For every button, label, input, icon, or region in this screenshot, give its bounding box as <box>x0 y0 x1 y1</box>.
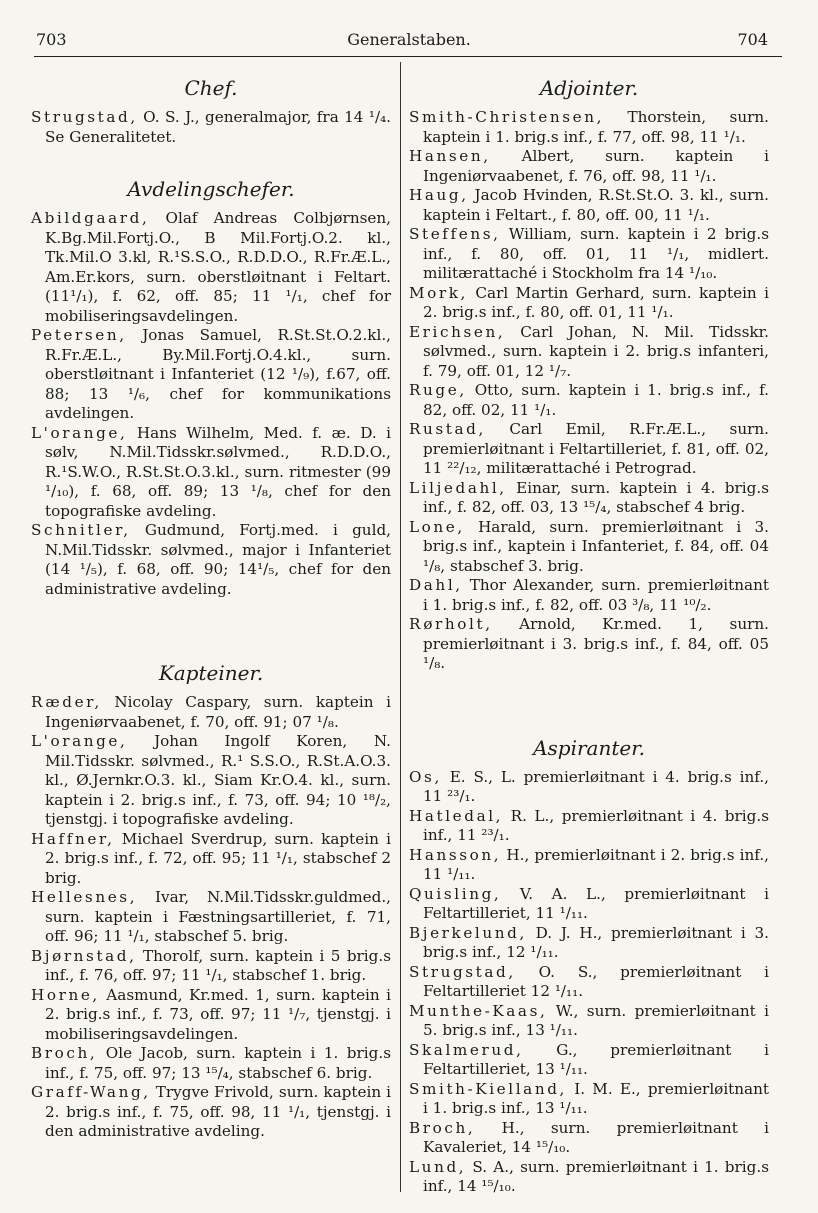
column-divider <box>400 62 401 1192</box>
entry-surname: Liljedahl, <box>409 478 507 497</box>
section-heading: Chef. <box>184 76 238 100</box>
entry-details: R. L., premierløitnant i 4. brig.s inf., 11 ²³/₁. <box>423 806 769 844</box>
roster-entry <box>409 186 769 225</box>
entry-details: Johan Ingolf Koren, N. Mil.Tidsskr. sølvmed., R.¹ S.S.O., R.St.A.O.3. kl., Ø.Jernkr.O.3. kl., Siam Kr.O.4. kl., surn. kaptein i 2. brig.s inf., f. 73, off. 94; 10 ¹⁸/₂, tjenstgj. i topografiske avdeling. <box>45 732 391 828</box>
running-title: Generalstaben. <box>347 30 471 49</box>
entry-surname: Strugstad, <box>409 962 516 981</box>
entry-surname: L'orange, <box>31 423 128 442</box>
roster-entry <box>31 108 391 147</box>
entry-details: Jonas Samuel, R.St.St.O.2.kl., R.Fr.Æ.L., By.Mil.Fortj.O.4.kl., surn. oberstløitnant i Infanteriet (12 ¹/₉), f.67, off. 88; 13 ¹/₆, chef for kommunikations avdelingen. <box>45 326 391 422</box>
entry-surname: Os, <box>409 767 442 786</box>
entry-details: Hans Wilhelm, Med. f. æ. D. i sølv, N.Mil.Tidsskr.sølvmed., R.D.D.O., R.¹S.W.O., R.St.St.O.3.kl., surn. ritmester (99 ¹/₁₀), f. 68, off. 89; 13 ¹/₈, chef for den topografiske avdeling. <box>45 423 391 520</box>
entry-details: Gudmund, Fortj.med. i guld, N.Mil.Tidsskr. sølvmed., major i Infanteriet (14 ¹/₅), f. 68, off. 90; 14¹/₅, chef for den administrative avdeling. <box>45 521 391 598</box>
entry-surname: Erichsen, <box>409 322 506 341</box>
entry-details: Harald, surn. premierløitnant i 3. brig.s inf., kaptein i Infanteriet, f. 84, off. 04 ¹/₈, stabschef 3. brig. <box>423 517 769 575</box>
roster-entry <box>31 209 391 326</box>
section-heading: Aspiranter. <box>533 735 645 760</box>
entry-surname: Munthe-Kaas, <box>409 1001 548 1020</box>
page-number-left: 703 <box>36 30 67 49</box>
roster-entry <box>31 830 391 889</box>
entry-surname: Schnitler, <box>31 521 131 539</box>
entry-details: Carl Emil, R.Fr.Æ.L., surn. premierløitnant i Feltartilleriet, f. 81, off. 02, 11 ²²/₁₂, militærattaché i Petrograd. <box>423 420 769 477</box>
entry-details: Ivar, N.Mil.Tidsskr.guldmed., surn. kaptein i Fæstningsartilleriet, f. 71, off. 96; 11 ¹/₁, stabschef 5. brig. <box>45 888 391 945</box>
entry-details: I. M. E., premierløitnant i 1. brig.s inf., 13 ¹/₁₁. <box>423 1079 769 1117</box>
entry-surname: Horne, <box>31 985 100 1004</box>
entry-surname: Strugstad, <box>31 108 138 126</box>
entry-surname: L'orange, <box>31 732 128 750</box>
roster-entry <box>31 1083 391 1142</box>
roster-entry <box>409 615 769 674</box>
roster-entry <box>409 147 769 186</box>
entry-surname: Ræder, <box>31 693 102 711</box>
roster-entry <box>409 420 769 479</box>
entry-details: Nicolay Caspary, surn. kaptein i Ingeniørvaabenet, f. 70, off. 91; 07 ¹/₈. <box>45 693 391 731</box>
entry-details: Thorstein, surn. kaptein i 1. brig.s inf., f. 77, off. 98, 11 ¹/₁. <box>423 108 769 146</box>
roster-entry <box>409 518 769 577</box>
roster-entry <box>31 986 391 1045</box>
page-number-right: 704 <box>737 30 768 49</box>
entry-details: Ole Jacob, surn. kaptein i 1. brig.s inf., f. 75, off. 97; 13 ¹⁵/₄, stabschef 6. brig. <box>45 1044 391 1082</box>
roster-entry <box>409 1041 769 1080</box>
entry-surname: Hansson, <box>409 845 502 864</box>
entry-details: G., premierløitnant i Feltartilleriet, 13 ¹/₁₁. <box>423 1040 769 1078</box>
section-heading: Kapteiner. <box>158 661 264 685</box>
entry-details: Michael Sverdrup, surn. kaptein i 2. brig.s inf., f. 72, off. 95; 11 ¹/₁, stabschef 2 brig. <box>45 829 391 887</box>
left-column <box>31 68 391 1142</box>
entry-details: Trygve Frivold, surn. kaptein i 2. brig.s inf., f. 75, off. 98, 11 ¹/₁, tjenstgj. i den administrative avdeling. <box>45 1083 391 1140</box>
entry-details: Olaf Andreas Colbjørnsen, K.Bg.Mil.Fortj.O., B Mil.Fortj.O.2. kl., Tk.Mil.O 3.kl, R.¹S.S.O., R.D.D.O., R.Fr.Æ.L., Am.Er.kors, surn. oberstløitnant i Feltart.(11¹/₁), f. 62, off. 85; 11 ¹/₁, chef for mobiliseringsavdelingen. <box>45 209 391 325</box>
entry-surname: Lund, <box>409 1157 467 1176</box>
entry-details: Thorolf, surn. kaptein i 5 brig.s inf., f. 76, off. 97; 11 ¹/₁, stabschef 1. brig. <box>45 946 391 984</box>
entry-surname: Hatledal, <box>409 806 504 825</box>
entry-surname: Haffner, <box>31 829 115 848</box>
roster-entry <box>31 732 391 830</box>
entry-details: D. J. H., premierløitnant i 3. brig.s inf., 12 ¹/₁₁. <box>423 923 769 961</box>
entry-details: Carl Johan, N. Mil. Tidsskr. sølvmed., surn. kaptein i 2. brig.s infanteri, f. 79, off. 01, 12 ¹/₇. <box>423 322 769 380</box>
roster-entry <box>409 1080 769 1119</box>
section-gap <box>409 674 769 728</box>
entry-surname: Mork, <box>409 283 468 302</box>
entry-surname: Hellesnes, <box>31 888 138 906</box>
roster-entry <box>409 885 769 924</box>
entry-surname: Abildgaard, <box>31 209 150 227</box>
roster-entry <box>409 576 769 615</box>
roster-entry <box>409 846 769 885</box>
entry-surname: Rørholt, <box>409 615 493 633</box>
section-heading: Avdelingschefer. <box>127 177 295 201</box>
roster-entry <box>31 693 391 732</box>
entry-details: Albert, surn. kaptein i Ingeniørvaabenet, f. 76, off. 98, 11 ¹/₁. <box>423 147 769 185</box>
entry-surname: Bjerkelund, <box>409 923 527 942</box>
roster-entry <box>409 284 769 323</box>
entry-details: Arnold, Kr.med. 1, surn. premierløitnant i 3. brig.s inf., f. 84, off. 05 ¹/₈. <box>423 615 769 672</box>
entry-surname: Hansen, <box>409 147 491 165</box>
right-column <box>409 68 769 1197</box>
roster-entry <box>409 1158 769 1197</box>
section-heading: Adjointer. <box>539 76 639 100</box>
entry-surname: Broch, <box>409 1118 476 1137</box>
entry-details: W., surn. premierløitnant i 5. brig.s inf., 13 ¹/₁₁. <box>423 1001 769 1039</box>
roster-entry <box>409 381 769 420</box>
entry-surname: Steffens, <box>409 225 501 243</box>
entry-details: E. S., L. premierløitnant i 4. brig.s inf., 11 ²³/₁. <box>423 767 769 805</box>
roster-entry <box>31 888 391 947</box>
roster-entry <box>31 326 391 424</box>
entry-surname: Bjørnstad, <box>31 946 137 965</box>
entry-details: Einar, surn. kaptein i 4. brig.s inf., f. 82, off. 03, 13 ¹⁵/₄, stabschef 4 brig. <box>423 478 769 516</box>
entry-details: Carl Martin Gerhard, surn. kaptein i 2. brig.s inf., f. 80, off. 01, 11 ¹/₁. <box>423 283 769 321</box>
roster-entry <box>409 1002 769 1041</box>
entry-details: Thor Alexander, surn. premierløitnant i 1. brig.s inf., f. 82, off. 03 ³/₈, 11 ¹⁰/₂. <box>423 576 769 614</box>
entry-details: O. S., premierløitnant i Feltartilleriet 12 ¹/₁₁. <box>423 962 769 1000</box>
entry-surname: Graff-Wang, <box>31 1083 151 1101</box>
roster-entry <box>409 1119 769 1158</box>
roster-entry <box>409 807 769 846</box>
entry-surname: Skalmerud, <box>409 1040 524 1059</box>
entry-surname: Quisling, <box>409 884 502 903</box>
section-gap <box>31 147 391 169</box>
roster-entry <box>31 521 391 599</box>
entry-surname: Petersen, <box>31 326 127 344</box>
entry-surname: Rustad, <box>409 420 486 438</box>
entry-details: V. A. L., premierløitnant i Feltartilleriet, 11 ¹/₁₁. <box>423 884 769 922</box>
entry-details: Aasmund, Kr.med. 1, surn. kaptein i 2. brig.s inf., f. 73, off. 97; 11 ¹/₇, tjenstgj. i mobiliseringsavdelingen. <box>45 985 391 1043</box>
roster-entry <box>409 323 769 382</box>
entry-details: William, surn. kaptein i 2 brig.s inf., f. 80, off. 01, 11 ¹/₁, midlert. militærattaché i Stockholm fra 14 ¹/₁₀. <box>423 225 769 282</box>
entry-details: O. S. J., generalmajor, fra 14 ¹/₄. Se Generalitetet. <box>45 108 391 146</box>
entry-surname: Smith-Christensen, <box>409 108 605 126</box>
entry-details: S. A., surn. premierløitnant i 1. brig.s inf., 14 ¹⁵/₁₀. <box>423 1157 769 1195</box>
roster-entry <box>409 963 769 1002</box>
roster-entry <box>409 225 769 284</box>
roster-entry <box>409 479 769 518</box>
entry-surname: Smith-Kielland, <box>409 1079 567 1098</box>
roster-entry <box>409 768 769 807</box>
roster-entry <box>409 924 769 963</box>
entry-surname: Lone, <box>409 517 465 536</box>
entry-surname: Haug, <box>409 186 469 204</box>
roster-entry <box>31 947 391 986</box>
entry-details: H., premierløitnant i 2. brig.s inf., 11 ¹/₁₁. <box>423 845 769 883</box>
section-gap <box>31 599 391 653</box>
entry-surname: Broch, <box>31 1044 98 1062</box>
entry-surname: Ruge, <box>409 381 467 399</box>
entry-details: H., surn. premierløitnant i Kavaleriet, 14 ¹⁵/₁₀. <box>423 1118 769 1156</box>
entry-details: Otto, surn. kaptein i 1. brig.s inf., f. 82, off. 02, 11 ¹/₁. <box>423 381 769 419</box>
header-rule <box>34 56 782 57</box>
roster-entry <box>31 424 391 522</box>
entry-details: Jacob Hvinden, R.St.St.O. 3. kl., surn. kaptein i Feltart., f. 80, off. 00, 11 ¹/₁. <box>423 186 769 224</box>
roster-entry <box>31 1044 391 1083</box>
roster-entry <box>409 108 769 147</box>
entry-surname: Dahl, <box>409 576 463 594</box>
